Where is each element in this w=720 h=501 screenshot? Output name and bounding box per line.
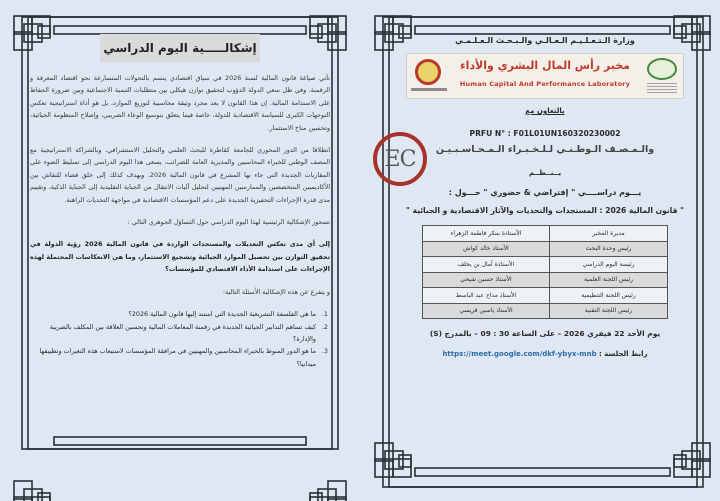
event-date: يوم الأحد 22 فيفري 2026 – على الساعة 30 : 09 – بالمدرج (S) <box>429 329 661 338</box>
lab-name-english: Human Capital And Performance Laboratory <box>459 80 631 88</box>
committee-role: رئيس اللجنة التنظيمية <box>550 288 668 304</box>
logo-caption <box>647 83 677 95</box>
cooperation-label: بالتعاون مع <box>525 107 565 115</box>
ec-logo-icon: EC <box>373 132 427 186</box>
question-number: 3. <box>321 347 328 356</box>
table-row <box>423 272 668 288</box>
lab-banner <box>406 53 684 99</box>
paragraph: تتمحور الإشكالية الرئيسية لهذا اليوم الدراسي حول التساؤل الجوهري التالي : <box>127 218 330 227</box>
committee-member: الأستاذ خالد كواش <box>423 241 550 257</box>
lab-logo-icon <box>647 58 677 80</box>
committee-member: الأستاذ ياسين قريسي <box>423 303 550 319</box>
table-row <box>423 241 668 257</box>
event-theme: " قانون المالية 2026 : المستجدات والتحديات والآثار الاقتصادية و الجبائية " <box>405 206 685 215</box>
logo-caption <box>411 88 447 91</box>
committee-table <box>422 225 668 319</box>
study-day-heading: يـــوم دراســــي " إفتراضي & حضوري " حـــول : <box>448 188 642 197</box>
committee-member: الأستاذة سكر فاطمة الزهراء <box>423 226 550 242</box>
list-item <box>30 308 328 320</box>
right-page <box>365 0 720 501</box>
sub-questions-intro: و يتفرع عن هذه الإشكالية الأسئلة التالية: <box>222 287 330 296</box>
event-announcement <box>395 34 695 358</box>
table-row <box>423 303 668 319</box>
committee-member: الأستاذ حسين شيحي <box>423 272 550 288</box>
committee-member: الأستاذة آمال بن يخلف <box>423 257 550 273</box>
session-link[interactable]: https://meet.google.com/dkf-ybyx-mnb <box>442 350 597 358</box>
committee-role: رئيس اللجنة التقنية <box>550 303 668 319</box>
table-row <box>423 257 668 273</box>
question-number: 1. <box>321 310 328 319</box>
ministry-name: وزارة الـتـعـلـيـم الـعـالـي والـبـحـث الـعـلـمـي <box>455 36 635 45</box>
question-text: ما هي الفلسفة التشريعية الجديدة التي استند إليها قانون المالية 2026؟ <box>128 310 316 319</box>
question-number: 2. <box>321 322 328 331</box>
committee-role: رئيسة اليوم الدراسي <box>550 257 668 273</box>
committee-role: رئيس اللجنة العلمية <box>550 272 668 288</box>
list-item <box>30 321 328 346</box>
paragraph: انطلاقا من الدور المحوري للجامعة كقاطرة للبحث العلمي والتحليل الاستشرافي، وبالشراكة الاستراتيجية مع المصف الوطني للخبراء المحاسبين والمديرية العامة للضرائب، يسعى هذا اليوم الدراسي إلى تسليط الضوء على المقاربات الجديدة التي جاء بها المشرع في قانون المالية 2026. ويهدف كذلك إلى خلق فضاء للنقاش بين الأكاديميين المتخصصين والممارسين المهنيين لتحليل آليات الانتقال من الجباية التقليدية إلى الجباية الذكية، وتقييم مدى قدرة الإجراءات التحفيزية الجديدة على دعم المؤسسات الاقتصادية في مواجهة التحديات الراهنة. <box>30 146 330 204</box>
session-link-label: رابط الجلسة : <box>599 350 648 358</box>
section-title: إشكالـــــية اليوم الدراسي <box>100 34 260 62</box>
main-question: إلى أي مدى تعكس التعديلات والمستجدات الواردة في قانون المالية 2026 رؤية الدولة في تحقيق التوازن بين تحصيل الموارد الجبائية وتشجيع الاستثمار، وما هي الانعكاسات المحتملة لهذه الإجراءات على استدامة الأداء الاقتصادي للمؤسسات؟ <box>30 240 330 274</box>
paragraph: تأتي صياغة قانون المالية لسنة 2026 في سياق اقتصادي يتسم بالتحولات المتسارعة نحو اقتصاد المعرفة و الرقمنة. وفي ظل سعي الدولة الدؤوب لتحقيق توازن هيكلي بين متطلبات التنمية الاجتماعية وبين ضرورة الحفاظ على الاستدامة المالية. إن هذا القانون لا يعد مجرد وثيقة محاسبية لتوزيع الموارد، بل هو أداة استراتيجية تعكس التوجهات الكبرى للسياسة الاقتصادية للدولة، خاصة فيما يتعلق بتوسيع الوعاء الضريبي، وإصلاح المنظومة الجبائية، وتحسين مناخ الاستثمار. <box>30 74 330 132</box>
lab-name-arabic: مخبر رأس المال البشري والأداء <box>460 59 630 72</box>
problem-statement <box>30 30 330 370</box>
question-text: ما هو الدور المنوط بالخبراء المحاسبين والمهنيين في مرافقة المؤسسات لاستيعاب هذه التغيرات وتطبيقها ميدانيا؟ <box>39 347 316 368</box>
sub-questions-list <box>30 308 330 370</box>
partner-name: والـمـصـف الـوطـنـي لـلـخـبـراء الـمـحـاسـبـيـن <box>435 144 655 155</box>
list-item <box>30 345 328 370</box>
organizes-label: يــنــظــم <box>528 169 562 177</box>
committee-role: رئيس وحدة البحث <box>550 241 668 257</box>
prfu-number: PRFU N° : F01L01UN160320230002 <box>469 129 621 138</box>
question-text: كيف تساهم التدابير الجبائية الجديدة في رقمنة المعاملات المالية وتحسين العلاقة بين المكلف بالضريبة والإدارة؟ <box>49 322 316 343</box>
committee-member: الأستاذ مداح عبد الباسط <box>423 288 550 304</box>
table-row <box>423 226 668 242</box>
committee-role: مديرة المخبر <box>550 226 668 242</box>
session-link-row <box>395 350 695 358</box>
table-row <box>423 288 668 304</box>
